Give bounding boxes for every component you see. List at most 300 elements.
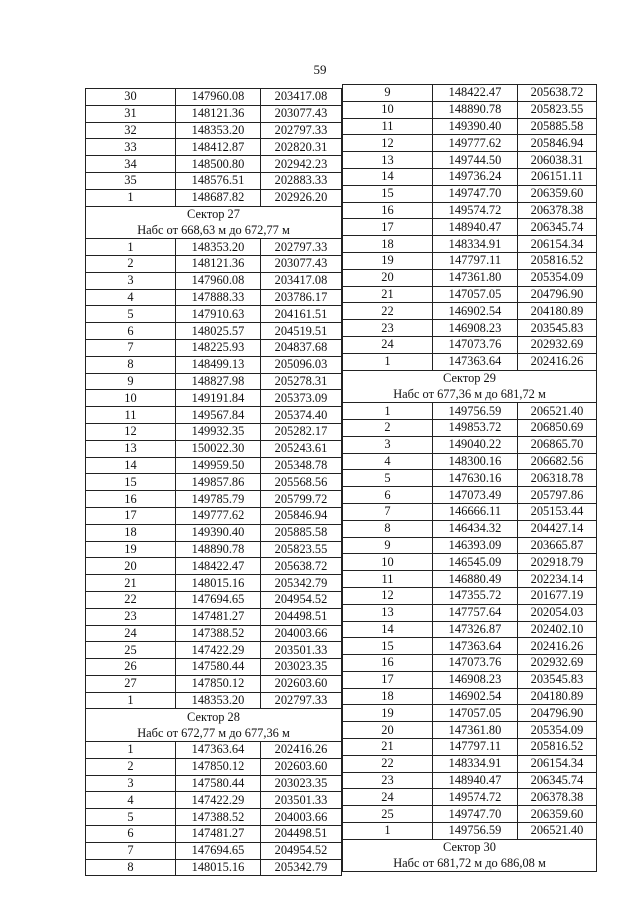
- point-number-cell: 26: [86, 659, 176, 676]
- point-number-cell: 25: [343, 806, 433, 823]
- y-coordinate-cell: 202797.33: [261, 239, 342, 256]
- sector-height-range: Набс от 672,77 м до 677,36 м: [86, 725, 342, 741]
- point-number-cell: 9: [343, 537, 433, 554]
- x-coordinate-cell: 147850.12: [176, 675, 261, 692]
- table-row: [86, 758, 342, 775]
- x-coordinate-cell: 146545.09: [433, 554, 518, 571]
- point-number-cell: 10: [86, 390, 176, 407]
- x-coordinate-cell: 147363.64: [433, 638, 518, 655]
- y-coordinate-cell: 205846.94: [261, 507, 342, 524]
- table-row: [343, 336, 597, 353]
- table-row: [86, 457, 342, 474]
- point-number-cell: 22: [343, 755, 433, 772]
- table-row: [86, 139, 342, 156]
- point-number-cell: 11: [86, 407, 176, 424]
- sector-title: Сектор 30: [343, 839, 597, 855]
- table-row: [86, 89, 342, 106]
- x-coordinate-cell: 149756.59: [433, 823, 518, 840]
- x-coordinate-cell: 149853.72: [433, 419, 518, 436]
- point-number-cell: 23: [343, 320, 433, 337]
- point-number-cell: 31: [86, 105, 176, 122]
- table-row: [86, 474, 342, 491]
- x-coordinate-cell: 148576.51: [176, 172, 261, 189]
- table-row: [86, 792, 342, 809]
- table-row: [86, 809, 342, 826]
- table-row: [86, 105, 342, 122]
- y-coordinate-cell: 205885.58: [518, 118, 597, 135]
- table-row: [343, 705, 597, 722]
- y-coordinate-cell: 203545.83: [518, 671, 597, 688]
- x-coordinate-cell: 148940.47: [433, 219, 518, 236]
- y-coordinate-cell: 202797.33: [261, 122, 342, 139]
- y-coordinate-cell: 202942.23: [261, 156, 342, 173]
- y-coordinate-cell: 203417.08: [261, 89, 342, 106]
- x-coordinate-cell: 148687.82: [176, 189, 261, 206]
- y-coordinate-cell: 205153.44: [518, 503, 597, 520]
- y-coordinate-cell: 206521.40: [518, 403, 597, 420]
- table-row: [86, 289, 342, 306]
- point-number-cell: 24: [86, 625, 176, 642]
- sector-title-row: [343, 839, 597, 855]
- y-coordinate-cell: 205638.72: [261, 558, 342, 575]
- table-row: [86, 272, 342, 289]
- y-coordinate-cell: 205348.78: [261, 457, 342, 474]
- y-coordinate-cell: 203023.35: [261, 775, 342, 792]
- table-row: [343, 101, 597, 118]
- point-number-cell: 20: [343, 722, 433, 739]
- y-coordinate-cell: 205374.40: [261, 407, 342, 424]
- point-number-cell: 25: [86, 642, 176, 659]
- x-coordinate-cell: 147057.05: [433, 286, 518, 303]
- y-coordinate-cell: 202416.26: [518, 353, 597, 370]
- y-coordinate-cell: 202926.20: [261, 189, 342, 206]
- sector-range-row: [343, 856, 597, 872]
- y-coordinate-cell: 203023.35: [261, 659, 342, 676]
- table-row: [86, 407, 342, 424]
- y-coordinate-cell: 203077.43: [261, 105, 342, 122]
- x-coordinate-cell: 147960.08: [176, 89, 261, 106]
- x-coordinate-cell: 147694.65: [176, 591, 261, 608]
- point-number-cell: 13: [343, 604, 433, 621]
- y-coordinate-cell: 206154.34: [518, 236, 597, 253]
- x-coordinate-cell: 148015.16: [176, 575, 261, 592]
- table-row: [86, 306, 342, 323]
- point-number-cell: 1: [343, 353, 433, 370]
- x-coordinate-cell: 146902.54: [433, 303, 518, 320]
- point-number-cell: 3: [343, 436, 433, 453]
- table-row: [86, 775, 342, 792]
- x-coordinate-cell: 149747.70: [433, 185, 518, 202]
- x-coordinate-cell: 149390.40: [433, 118, 518, 135]
- x-coordinate-cell: 148300.16: [433, 453, 518, 470]
- sector-title: Сектор 28: [86, 709, 342, 725]
- point-number-cell: 7: [86, 842, 176, 859]
- y-coordinate-cell: 205885.58: [261, 524, 342, 541]
- point-number-cell: 7: [86, 339, 176, 356]
- table-row: [343, 236, 597, 253]
- sector-title-row: [86, 206, 342, 222]
- x-coordinate-cell: 148422.47: [433, 85, 518, 102]
- y-coordinate-cell: 204954.52: [261, 591, 342, 608]
- table-row: [343, 219, 597, 236]
- point-number-cell: 21: [343, 739, 433, 756]
- point-number-cell: 3: [86, 775, 176, 792]
- table-row: [86, 826, 342, 843]
- y-coordinate-cell: 203545.83: [518, 320, 597, 337]
- table-row: [343, 135, 597, 152]
- table-row: [343, 403, 597, 420]
- point-number-cell: 33: [86, 139, 176, 156]
- point-number-cell: 1: [86, 239, 176, 256]
- point-number-cell: 20: [343, 269, 433, 286]
- x-coordinate-cell: 147363.64: [176, 742, 261, 759]
- y-coordinate-cell: 202054.03: [518, 604, 597, 621]
- y-coordinate-cell: 205373.09: [261, 390, 342, 407]
- point-number-cell: 32: [86, 122, 176, 139]
- point-number-cell: 24: [343, 789, 433, 806]
- y-coordinate-cell: 206318.78: [518, 470, 597, 487]
- y-coordinate-cell: 204519.51: [261, 323, 342, 340]
- table-row: [86, 122, 342, 139]
- point-number-cell: 2: [86, 255, 176, 272]
- x-coordinate-cell: 149736.24: [433, 168, 518, 185]
- x-coordinate-cell: 146908.23: [433, 671, 518, 688]
- y-coordinate-cell: 204003.66: [261, 809, 342, 826]
- x-coordinate-cell: 149390.40: [176, 524, 261, 541]
- table-row: [86, 239, 342, 256]
- x-coordinate-cell: 147757.64: [433, 604, 518, 621]
- point-number-cell: 9: [86, 373, 176, 390]
- point-number-cell: 24: [343, 336, 433, 353]
- table-row: [343, 487, 597, 504]
- y-coordinate-cell: 206521.40: [518, 823, 597, 840]
- x-coordinate-cell: 149756.59: [433, 403, 518, 420]
- x-coordinate-cell: 148412.87: [176, 139, 261, 156]
- point-number-cell: 12: [343, 135, 433, 152]
- y-coordinate-cell: 206345.74: [518, 772, 597, 789]
- table-row: [343, 286, 597, 303]
- y-coordinate-cell: 205096.03: [261, 356, 342, 373]
- table-row: [343, 655, 597, 672]
- x-coordinate-cell: 149857.86: [176, 474, 261, 491]
- y-coordinate-cell: 206378.38: [518, 202, 597, 219]
- point-number-cell: 15: [343, 638, 433, 655]
- point-number-cell: 19: [343, 705, 433, 722]
- point-number-cell: 22: [86, 591, 176, 608]
- point-number-cell: 7: [343, 503, 433, 520]
- table-row: [86, 541, 342, 558]
- y-coordinate-cell: 205354.09: [518, 722, 597, 739]
- y-coordinate-cell: 204954.52: [261, 842, 342, 859]
- point-number-cell: 23: [343, 772, 433, 789]
- y-coordinate-cell: 205638.72: [518, 85, 597, 102]
- table-row: [86, 356, 342, 373]
- x-coordinate-cell: 147388.52: [176, 625, 261, 642]
- y-coordinate-cell: 202797.33: [261, 692, 342, 709]
- point-number-cell: 8: [86, 859, 176, 876]
- point-number-cell: 14: [86, 457, 176, 474]
- table-row: [343, 755, 597, 772]
- y-coordinate-cell: 206378.38: [518, 789, 597, 806]
- y-coordinate-cell: 204180.89: [518, 303, 597, 320]
- y-coordinate-cell: 205823.55: [261, 541, 342, 558]
- y-coordinate-cell: 202820.31: [261, 139, 342, 156]
- point-number-cell: 2: [343, 419, 433, 436]
- point-number-cell: 22: [343, 303, 433, 320]
- point-number-cell: 17: [343, 671, 433, 688]
- x-coordinate-cell: 147326.87: [433, 621, 518, 638]
- y-coordinate-cell: 203417.08: [261, 272, 342, 289]
- table-row: [86, 659, 342, 676]
- y-coordinate-cell: 205568.56: [261, 474, 342, 491]
- x-coordinate-cell: 148334.91: [433, 236, 518, 253]
- point-number-cell: 19: [343, 252, 433, 269]
- table-row: [343, 503, 597, 520]
- y-coordinate-cell: 206345.74: [518, 219, 597, 236]
- x-coordinate-cell: 149777.62: [176, 507, 261, 524]
- y-coordinate-cell: 205846.94: [518, 135, 597, 152]
- table-row: [343, 453, 597, 470]
- x-coordinate-cell: 148334.91: [433, 755, 518, 772]
- sector-title-row: [86, 709, 342, 725]
- point-number-cell: 3: [86, 272, 176, 289]
- table-row: [343, 152, 597, 169]
- x-coordinate-cell: 146880.49: [433, 571, 518, 588]
- sector-title: Сектор 29: [343, 370, 597, 386]
- y-coordinate-cell: 205797.86: [518, 487, 597, 504]
- y-coordinate-cell: 204796.90: [518, 705, 597, 722]
- x-coordinate-cell: 147580.44: [176, 659, 261, 676]
- coordinates-table-right: [342, 84, 597, 872]
- x-coordinate-cell: 148422.47: [176, 558, 261, 575]
- table-row: [343, 85, 597, 102]
- y-coordinate-cell: 203786.17: [261, 289, 342, 306]
- table-row: [86, 390, 342, 407]
- point-number-cell: 12: [86, 423, 176, 440]
- point-number-cell: 21: [343, 286, 433, 303]
- point-number-cell: 4: [86, 289, 176, 306]
- y-coordinate-cell: 206151.11: [518, 168, 597, 185]
- point-number-cell: 1: [86, 742, 176, 759]
- x-coordinate-cell: 148827.98: [176, 373, 261, 390]
- x-coordinate-cell: 147694.65: [176, 842, 261, 859]
- table-row: [343, 554, 597, 571]
- point-number-cell: 2: [86, 758, 176, 775]
- point-number-cell: 15: [86, 474, 176, 491]
- x-coordinate-cell: 146393.09: [433, 537, 518, 554]
- x-coordinate-cell: 147422.29: [176, 642, 261, 659]
- y-coordinate-cell: 202234.14: [518, 571, 597, 588]
- x-coordinate-cell: 148225.93: [176, 339, 261, 356]
- y-coordinate-cell: 206850.69: [518, 419, 597, 436]
- point-number-cell: 18: [343, 688, 433, 705]
- y-coordinate-cell: 202918.79: [518, 554, 597, 571]
- point-number-cell: 18: [86, 524, 176, 541]
- x-coordinate-cell: 147888.33: [176, 289, 261, 306]
- table-row: [343, 621, 597, 638]
- x-coordinate-cell: 149744.50: [433, 152, 518, 169]
- point-number-cell: 5: [343, 470, 433, 487]
- page-number: 59: [313, 62, 327, 77]
- point-number-cell: 30: [86, 89, 176, 106]
- table-row: [343, 638, 597, 655]
- y-coordinate-cell: 204796.90: [518, 286, 597, 303]
- table-row: [343, 806, 597, 823]
- point-number-cell: 17: [86, 507, 176, 524]
- point-number-cell: 14: [343, 168, 433, 185]
- point-number-cell: 8: [86, 356, 176, 373]
- x-coordinate-cell: 147073.49: [433, 487, 518, 504]
- table-row: [343, 269, 597, 286]
- table-row: [343, 688, 597, 705]
- y-coordinate-cell: 204427.14: [518, 520, 597, 537]
- table-row: [343, 118, 597, 135]
- x-coordinate-cell: 147797.11: [433, 252, 518, 269]
- point-number-cell: 16: [343, 655, 433, 672]
- y-coordinate-cell: 205342.79: [261, 859, 342, 876]
- sector-title: Сектор 27: [86, 206, 342, 222]
- y-coordinate-cell: 203077.43: [261, 255, 342, 272]
- table-row: [86, 558, 342, 575]
- table-row: [343, 168, 597, 185]
- y-coordinate-cell: 202402.10: [518, 621, 597, 638]
- y-coordinate-cell: 206682.56: [518, 453, 597, 470]
- x-coordinate-cell: 147910.63: [176, 306, 261, 323]
- x-coordinate-cell: 148353.20: [176, 122, 261, 139]
- y-coordinate-cell: 205278.31: [261, 373, 342, 390]
- x-coordinate-cell: 147850.12: [176, 758, 261, 775]
- coordinates-table-left: [85, 88, 342, 876]
- y-coordinate-cell: 205823.55: [518, 101, 597, 118]
- table-row: [86, 339, 342, 356]
- y-coordinate-cell: 204498.51: [261, 826, 342, 843]
- table-row: [343, 789, 597, 806]
- y-coordinate-cell: 205243.61: [261, 440, 342, 457]
- y-coordinate-cell: 206359.60: [518, 185, 597, 202]
- point-number-cell: 34: [86, 156, 176, 173]
- table-row: [343, 202, 597, 219]
- x-coordinate-cell: 149574.72: [433, 789, 518, 806]
- x-coordinate-cell: 148890.78: [433, 101, 518, 118]
- y-coordinate-cell: 202932.69: [518, 336, 597, 353]
- table-row: [86, 859, 342, 876]
- point-number-cell: 19: [86, 541, 176, 558]
- y-coordinate-cell: 203501.33: [261, 642, 342, 659]
- y-coordinate-cell: 204161.51: [261, 306, 342, 323]
- x-coordinate-cell: 148121.36: [176, 105, 261, 122]
- table-row: [343, 353, 597, 370]
- x-coordinate-cell: 147073.76: [433, 655, 518, 672]
- table-row: [86, 440, 342, 457]
- x-coordinate-cell: 149191.84: [176, 390, 261, 407]
- y-coordinate-cell: 205342.79: [261, 575, 342, 592]
- x-coordinate-cell: 147797.11: [433, 739, 518, 756]
- y-coordinate-cell: 204003.66: [261, 625, 342, 642]
- x-coordinate-cell: 147361.80: [433, 269, 518, 286]
- point-number-cell: 6: [343, 487, 433, 504]
- point-number-cell: 13: [343, 152, 433, 169]
- sector-height-range: Набс от 681,72 м до 686,08 м: [343, 856, 597, 872]
- x-coordinate-cell: 147960.08: [176, 272, 261, 289]
- table-row: [86, 625, 342, 642]
- point-number-cell: 16: [343, 202, 433, 219]
- point-number-cell: 10: [343, 554, 433, 571]
- x-coordinate-cell: 148025.57: [176, 323, 261, 340]
- table-row: [343, 320, 597, 337]
- table-row: [343, 739, 597, 756]
- table-row: [343, 185, 597, 202]
- sector-range-row: [343, 386, 597, 402]
- x-coordinate-cell: 149785.79: [176, 491, 261, 508]
- x-coordinate-cell: 148940.47: [433, 772, 518, 789]
- table-row: [343, 520, 597, 537]
- point-number-cell: 13: [86, 440, 176, 457]
- table-row: [86, 323, 342, 340]
- x-coordinate-cell: 149574.72: [433, 202, 518, 219]
- y-coordinate-cell: 203501.33: [261, 792, 342, 809]
- y-coordinate-cell: 206865.70: [518, 436, 597, 453]
- sector-height-range: Набс от 668,63 м до 672,77 м: [86, 222, 342, 238]
- x-coordinate-cell: 147355.72: [433, 587, 518, 604]
- table-row: [86, 591, 342, 608]
- x-coordinate-cell: 147422.29: [176, 792, 261, 809]
- y-coordinate-cell: 204180.89: [518, 688, 597, 705]
- point-number-cell: 5: [86, 809, 176, 826]
- y-coordinate-cell: 206038.31: [518, 152, 597, 169]
- x-coordinate-cell: 146666.11: [433, 503, 518, 520]
- point-number-cell: 6: [86, 323, 176, 340]
- table-row: [343, 772, 597, 789]
- y-coordinate-cell: 205799.72: [261, 491, 342, 508]
- y-coordinate-cell: 206154.34: [518, 755, 597, 772]
- x-coordinate-cell: 148890.78: [176, 541, 261, 558]
- y-coordinate-cell: 205282.17: [261, 423, 342, 440]
- table-row: [343, 419, 597, 436]
- point-number-cell: 15: [343, 185, 433, 202]
- x-coordinate-cell: 148500.80: [176, 156, 261, 173]
- table-row: [343, 722, 597, 739]
- x-coordinate-cell: 147580.44: [176, 775, 261, 792]
- table-row: [86, 255, 342, 272]
- point-number-cell: 5: [86, 306, 176, 323]
- x-coordinate-cell: 146434.32: [433, 520, 518, 537]
- x-coordinate-cell: 146908.23: [433, 320, 518, 337]
- point-number-cell: 12: [343, 587, 433, 604]
- table-row: [86, 692, 342, 709]
- table-row: [86, 842, 342, 859]
- point-number-cell: 16: [86, 491, 176, 508]
- point-number-cell: 23: [86, 608, 176, 625]
- table-row: [86, 742, 342, 759]
- x-coordinate-cell: 148353.20: [176, 692, 261, 709]
- sector-range-row: [86, 725, 342, 741]
- table-row: [343, 571, 597, 588]
- point-number-cell: 1: [343, 403, 433, 420]
- x-coordinate-cell: 147481.27: [176, 826, 261, 843]
- table-row: [343, 823, 597, 840]
- point-number-cell: 21: [86, 575, 176, 592]
- y-coordinate-cell: 201677.19: [518, 587, 597, 604]
- table-row: [86, 189, 342, 206]
- table-row: [86, 507, 342, 524]
- x-coordinate-cell: 150022.30: [176, 440, 261, 457]
- sector-title-row: [343, 370, 597, 386]
- x-coordinate-cell: 149567.84: [176, 407, 261, 424]
- x-coordinate-cell: 148353.20: [176, 239, 261, 256]
- x-coordinate-cell: 149959.50: [176, 457, 261, 474]
- table-row: [343, 436, 597, 453]
- x-coordinate-cell: 148015.16: [176, 859, 261, 876]
